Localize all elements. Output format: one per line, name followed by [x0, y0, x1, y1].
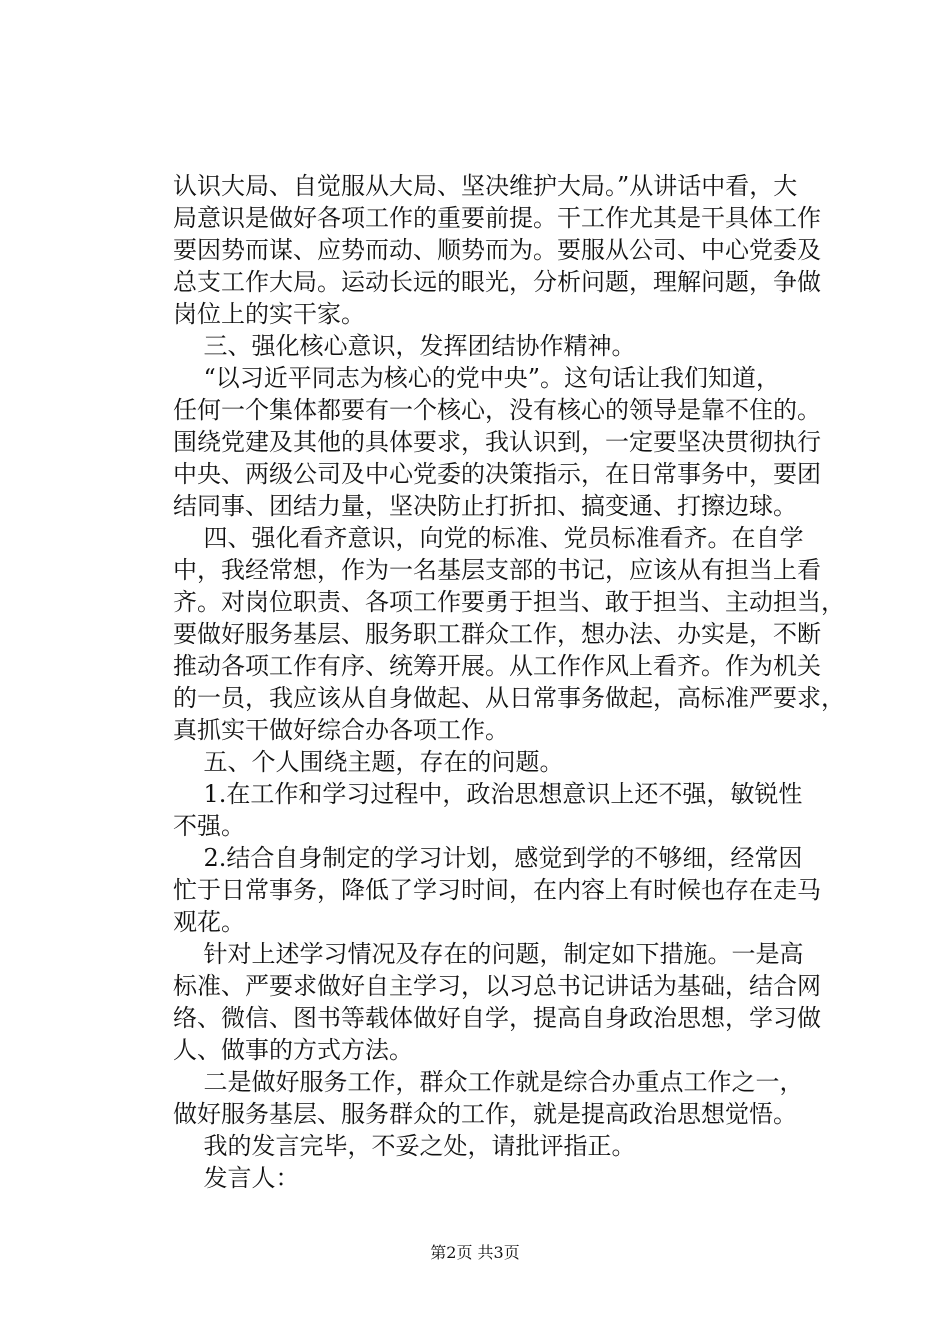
body-line: 忙于日常事务，降低了学习时间，在内容上有时候也存在走马 — [173, 876, 821, 904]
body-line: 齐。对岗位职责、各项工作要勇于担当、敢于担当、主动担当， — [173, 588, 845, 616]
body-line: 标准、严要求做好自主学习，以习总书记讲话为基础，结合网 — [173, 972, 821, 1000]
section-heading-4: 四、强化看齐意识，向党的标准、党员标准看齐。在自学 — [173, 524, 804, 552]
body-line: 二是做好服务工作，群众工作就是综合办重点工作之一， — [173, 1068, 804, 1096]
body-line: 的一员，我应该从自身做起、从日常事务做起，高标准严要求， — [173, 684, 845, 712]
body-line: 认识大局、自觉服从大局、坚决维护大局。”从讲话中看，大 — [173, 172, 798, 200]
body-line: 岗位上的实干家。 — [173, 300, 365, 328]
body-line: 观花。 — [173, 908, 245, 936]
page-indicator: 第2页 共3页 — [430, 1243, 520, 1262]
body-line: 局意识是做好各项工作的重要前提。干工作尤其是干具体工作 — [173, 204, 821, 232]
body-line: 围绕党建及其他的具体要求，我认识到，一定要坚决贯彻执行 — [173, 428, 821, 456]
body-line: 中，我经常想，作为一名基层支部的书记，应该从有担当上看 — [173, 556, 821, 584]
body-line: 推动各项工作有序、统筹开展。从工作作风上看齐。作为机关 — [173, 652, 821, 680]
body-line: 要因势而谋、应势而动、顺势而为。要服从公司、中心党委及 — [173, 236, 821, 264]
body-line: 结同事、团结力量，坚决防止打折扣、搞变通、打擦边球。 — [173, 492, 797, 520]
body-line: 总支工作大局。运动长远的眼光，分析问题，理解问题，争做 — [173, 268, 821, 296]
section-heading-5: 五、个人围绕主题，存在的问题。 — [173, 748, 564, 776]
section-heading-3: 三、强化核心意识，发挥团结协作精神。 — [173, 332, 636, 360]
body-line: 做好服务基层、服务群众的工作，就是提高政治思想觉悟。 — [173, 1100, 797, 1128]
body-line: 络、微信、图书等载体做好自学，提高自身政治思想，学习做 — [173, 1004, 821, 1032]
list-item-1: 1.在工作和学习过程中，政治思想意识上还不强，敏锐性 — [173, 780, 803, 808]
body-line: 人、做事的方式方法。 — [173, 1036, 413, 1064]
document-body — [173, 170, 845, 1194]
body-line: 针对上述学习情况及存在的问题，制定如下措施。一是高 — [173, 940, 804, 968]
list-item-2: 2.结合自身制定的学习计划，感觉到学的不够细，经常因 — [173, 844, 803, 872]
body-line: 中央、两级公司及中心党委的决策指示，在日常事务中，要团 — [173, 460, 821, 488]
body-line: 要做好服务基层、服务职工群众工作，想办法、办实是，不断 — [173, 620, 821, 648]
body-line: “以习近平同志为核心的党中央”。这句话让我们知道， — [173, 364, 781, 392]
speaker-signature-line: 发言人： — [173, 1164, 300, 1192]
body-line: 真抓实干做好综合办各项工作。 — [173, 716, 509, 744]
page-footer — [0, 1243, 950, 1263]
body-line: 不强。 — [173, 812, 245, 840]
body-line: 任何一个集体都要有一个核心，没有核心的领导是靠不住的。 — [173, 396, 821, 424]
closing-line: 我的发言完毕，不妥之处，请批评指正。 — [173, 1132, 636, 1160]
